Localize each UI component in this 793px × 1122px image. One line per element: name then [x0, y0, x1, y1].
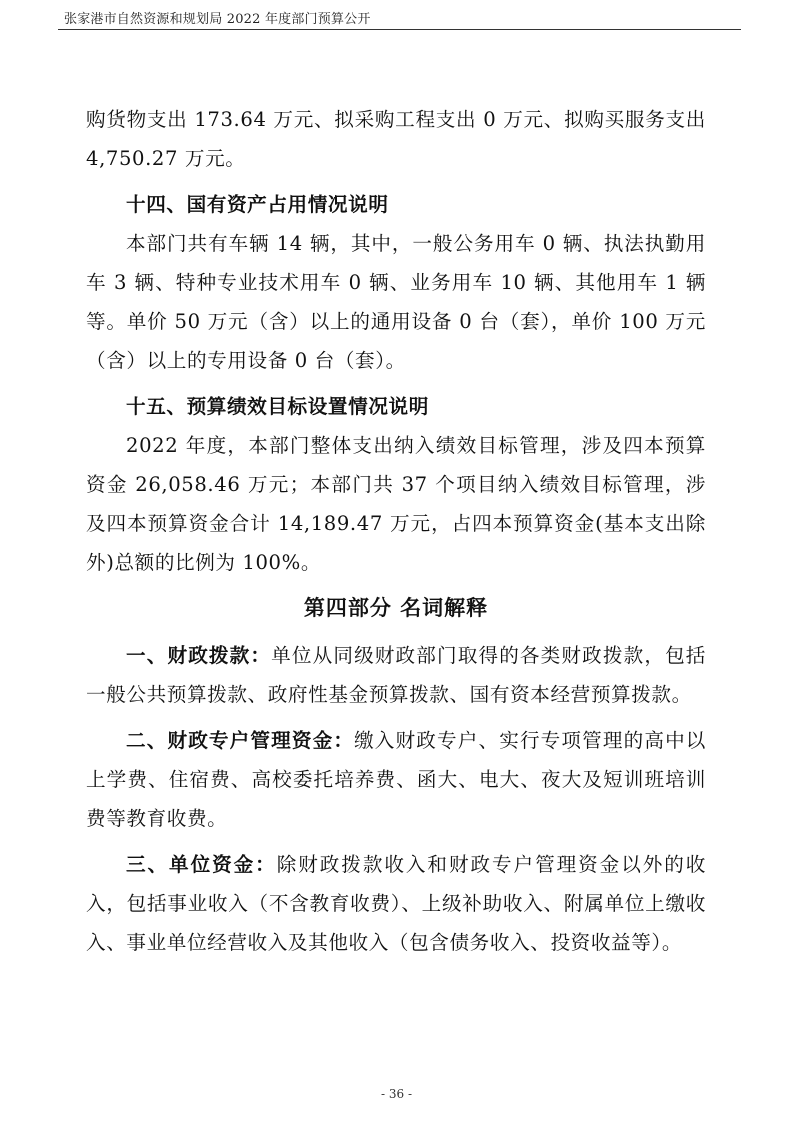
term-text: 缴入财政专户、实行专项管理的高中以上学费、住宿费、高校委托培养费、函大、电大、夜大及短训班培训费等教育收费。 — [86, 729, 707, 830]
section-14-text: 本部门共有车辆 14 辆，其中，一般公务用车 0 辆、执法执勤用车 3 辆、特种专业技术用车 0 辆、业务用车 10 辆、其他用车 1 辆等。单价 50 万元（含）以上的通用设备 0 台（套），单价 100 万元（含）以上的专用设备 0 台（套）。 — [86, 232, 706, 372]
section-15-text: 2022 年度，本部门整体支出纳入绩效目标管理，涉及四本预算资金 26,058.46 万元；本部门共 37 个项目纳入绩效目标管理，涉及四本预算资金合计 14,189.47 万元，占四本预算资金(基本支出除外)总额的比例为 100%。 — [86, 434, 706, 574]
header-rule — [58, 29, 741, 30]
section-15-heading: 十五、预算绩效目标设置情况说明 — [126, 395, 429, 418]
term-label: 三、单位资金： — [126, 853, 277, 876]
term-definition-1 — [86, 636, 706, 714]
section-14-heading: 十四、国有资产占用情况说明 — [126, 193, 389, 216]
running-header: 张家港市自然资源和规划局 2022 年度部门预算公开 — [64, 12, 371, 27]
term-definition-3 — [86, 845, 706, 962]
intro-continuation: 购货物支出 173.64 万元、拟采购工程支出 0 万元、拟购买服务支出 4,750.27 万元。 — [86, 108, 706, 170]
term-definition-2 — [86, 721, 706, 838]
term-label: 一、财政拨款： — [126, 644, 272, 667]
term-label: 二、财政专户管理资金： — [126, 729, 355, 752]
term-text: 单位从同级财政部门取得的各类财政拨款，包括一般公共预算拨款、政府性基金预算拨款、国有资本经营预算拨款。 — [86, 644, 706, 706]
term-text: 除财政拨款收入和财政专户管理资金以外的收入，包括事业收入（不含教育收费）、上级补助收入、附属单位上缴收入、事业单位经营收入及其他收入（包含债务收入、投资收益等）。 — [86, 853, 706, 954]
part-4-title: 第四部分 名词解释 — [303, 595, 489, 620]
page-number: - 36 - — [380, 1087, 412, 1101]
document-body — [86, 100, 706, 962]
